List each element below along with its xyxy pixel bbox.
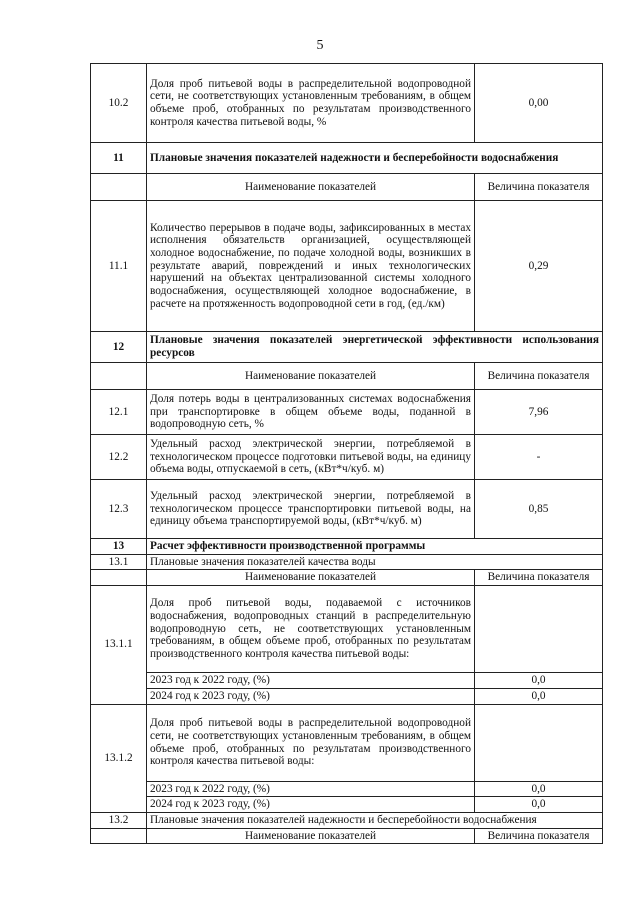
indicator-description: Количество перерывов в подаче воды, зафиксированных в местах исполнения обязательств организацией, осуществляющей холодное водоснабжение, по подаче холодной воды, возникших в результате аварий, повреждений и иных технологических нарушений на объектах централизованной системы холодного водоснабжения, осуществляющей холодное водоснабжение, в расчете на протяженность водопроводной сети в год, (ед./км) — [147, 201, 475, 332]
year-label: 2023 год к 2022 году, (%) — [147, 673, 475, 689]
year-row — [91, 673, 603, 689]
indicator-value: - — [475, 435, 603, 480]
section-row — [91, 143, 603, 174]
column-header-name: Наименование показателей — [147, 174, 475, 201]
empty-cell — [91, 828, 147, 844]
table-row — [91, 64, 603, 143]
row-number: 13.1 — [91, 554, 147, 570]
header-row — [91, 174, 603, 201]
table-row — [91, 704, 603, 781]
empty-cell — [91, 570, 147, 586]
year-row — [91, 781, 603, 797]
section-title: Расчет эффективности производственной программы — [147, 539, 603, 555]
row-number: 12.1 — [91, 390, 147, 435]
subsection-title: Плановые значения показателей качества воды — [147, 554, 603, 570]
indicator-description: Доля проб питьевой воды, подаваемой с источников водоснабжения, водопроводных станций в распределительную водопроводную сеть, не соответствующих установленным требованиям, в общем объеме проб, отобранных по результатам производственного контроля качества питьевой воды: — [147, 586, 475, 673]
row-number: 12.2 — [91, 435, 147, 480]
column-header-name: Наименование показателей — [147, 363, 475, 390]
year-value: 0,0 — [475, 673, 603, 689]
subsection-title: Плановые значения показателей надежности и бесперебойности водоснабжения — [147, 812, 603, 828]
indicator-value: 0,00 — [475, 64, 603, 143]
column-header-value: Величина показателя — [475, 570, 603, 586]
year-label: 2023 год к 2022 году, (%) — [147, 781, 475, 797]
row-number: 10.2 — [91, 64, 147, 143]
section-number: 13 — [91, 539, 147, 555]
page-number: 5 — [316, 38, 324, 53]
subsection-row — [91, 554, 603, 570]
indicator-description: Доля проб питьевой воды в распределительной водопроводной сети, не соответствующих установленным требованиям, в общем объеме проб, отобранных по результатам производственного контроля качества питьевой воды, % — [147, 64, 475, 143]
subsection-row — [91, 812, 603, 828]
table-row — [91, 201, 603, 332]
year-value: 0,0 — [475, 797, 603, 813]
column-header-name: Наименование показателей — [147, 828, 475, 844]
table-row — [91, 435, 603, 480]
row-number: 13.1.2 — [91, 704, 147, 812]
row-number: 11.1 — [91, 201, 147, 332]
row-number: 13.1.1 — [91, 586, 147, 704]
table-row — [91, 390, 603, 435]
section-number: 12 — [91, 332, 147, 363]
row-number: 13.2 — [91, 812, 147, 828]
section-title: Плановые значения показателей энергетической эффективности использования ресурсов — [147, 332, 603, 363]
indicator-value: 0,85 — [475, 480, 603, 539]
empty-cell — [91, 363, 147, 390]
year-label: 2024 год к 2023 году, (%) — [147, 797, 475, 813]
indicator-description: Удельный расход электрической энергии, потребляемой в технологическом процессе подготовки питьевой воды, на единицу объема воды, отпускаемой в сеть, (кВт*ч/куб. м) — [147, 435, 475, 480]
year-value: 0,0 — [475, 688, 603, 704]
indicator-description: Доля потерь воды в централизованных системах водоснабжения при транспортировке в общем объеме воды, поданной в водопроводную сеть, % — [147, 390, 475, 435]
table-row — [91, 586, 603, 673]
indicator-description: Доля проб питьевой воды в распределительной водопроводной сети, не соответствующих установленным требованиям, в общем объеме проб, отобранных по результатам производственного контроля качества питьевой воды: — [147, 704, 475, 781]
year-label: 2024 год к 2023 году, (%) — [147, 688, 475, 704]
year-value: 0,0 — [475, 781, 603, 797]
header-row — [91, 363, 603, 390]
empty-cell — [91, 174, 147, 201]
row-number: 12.3 — [91, 480, 147, 539]
table-row — [91, 480, 603, 539]
section-number: 11 — [91, 143, 147, 174]
header-row — [91, 570, 603, 586]
indicator-description: Удельный расход электрической энергии, потребляемой в технологическом процессе транспортировки питьевой воды, на единицу объема транспортируемой воды, (кВт*ч/куб. м) — [147, 480, 475, 539]
section-row — [91, 332, 603, 363]
indicators-table — [90, 63, 603, 844]
column-header-value: Величина показателя — [475, 174, 603, 201]
empty-cell — [475, 704, 603, 781]
column-header-value: Величина показателя — [475, 363, 603, 390]
year-row — [91, 797, 603, 813]
year-row — [91, 688, 603, 704]
indicator-value: 7,96 — [475, 390, 603, 435]
column-header-name: Наименование показателей — [147, 570, 475, 586]
indicator-value: 0,29 — [475, 201, 603, 332]
empty-cell — [475, 586, 603, 673]
column-header-value: Величина показателя — [475, 828, 603, 844]
section-title: Плановые значения показателей надежности и бесперебойности водоснабжения — [147, 143, 603, 174]
section-row — [91, 539, 603, 555]
header-row — [91, 828, 603, 844]
